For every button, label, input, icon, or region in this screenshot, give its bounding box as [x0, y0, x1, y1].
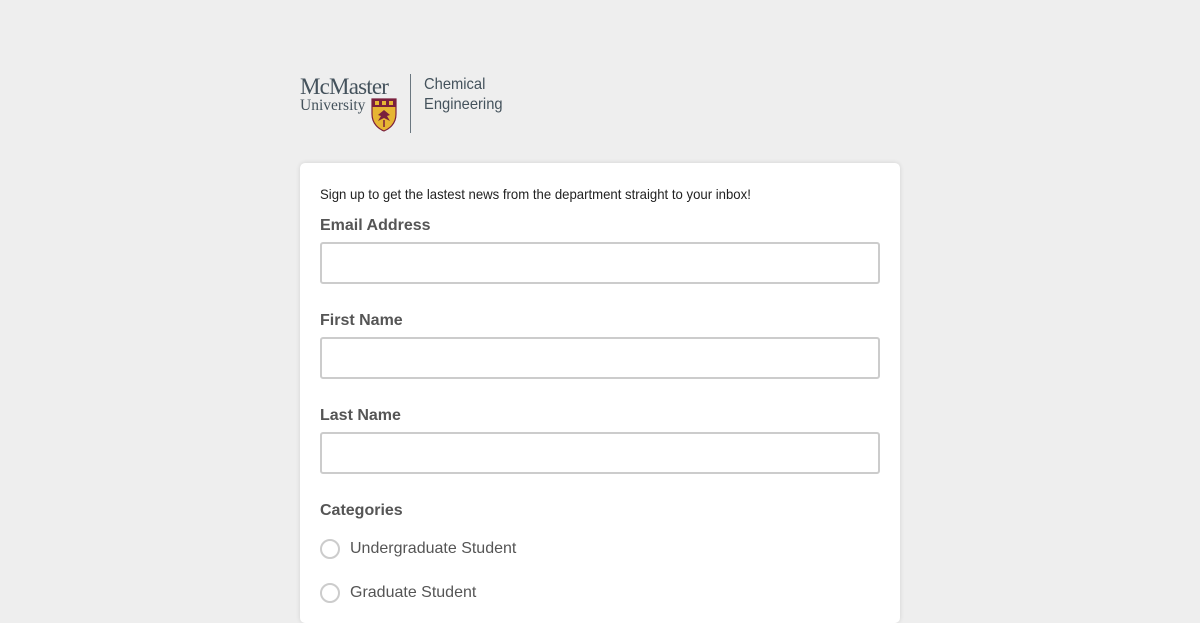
mcmaster-chemical-engineering-logo	[300, 74, 510, 134]
logo-university-subtitle: University	[300, 97, 366, 114]
email-address-input[interactable]	[320, 242, 880, 284]
first-name-input[interactable]	[320, 337, 880, 379]
logo-department-name	[424, 75, 503, 115]
logo-divider	[410, 74, 411, 133]
logo-university-name: McMaster	[300, 74, 389, 99]
radio-circle-icon[interactable]	[320, 583, 340, 603]
form-intro-text: Sign up to get the lastest news from the department straight to your inbox!	[320, 186, 751, 202]
category-option-undergraduate[interactable]	[320, 539, 516, 559]
last-name-label: Last Name	[320, 407, 401, 424]
category-option-label: Graduate Student	[350, 584, 477, 601]
radio-circle-icon[interactable]	[320, 539, 340, 559]
signup-form-card	[300, 163, 900, 623]
first-name-label: First Name	[320, 312, 403, 329]
categories-label: Categories	[320, 502, 403, 519]
logo-department-line-2: Engineering	[424, 96, 503, 113]
logo-department-line-1: Chemical	[424, 76, 486, 93]
mcmaster-crest-icon	[371, 98, 397, 132]
email-address-label: Email Address	[320, 217, 431, 234]
category-option-label: Undergraduate Student	[350, 540, 517, 557]
category-option-graduate[interactable]	[320, 583, 476, 603]
last-name-input[interactable]	[320, 432, 880, 474]
